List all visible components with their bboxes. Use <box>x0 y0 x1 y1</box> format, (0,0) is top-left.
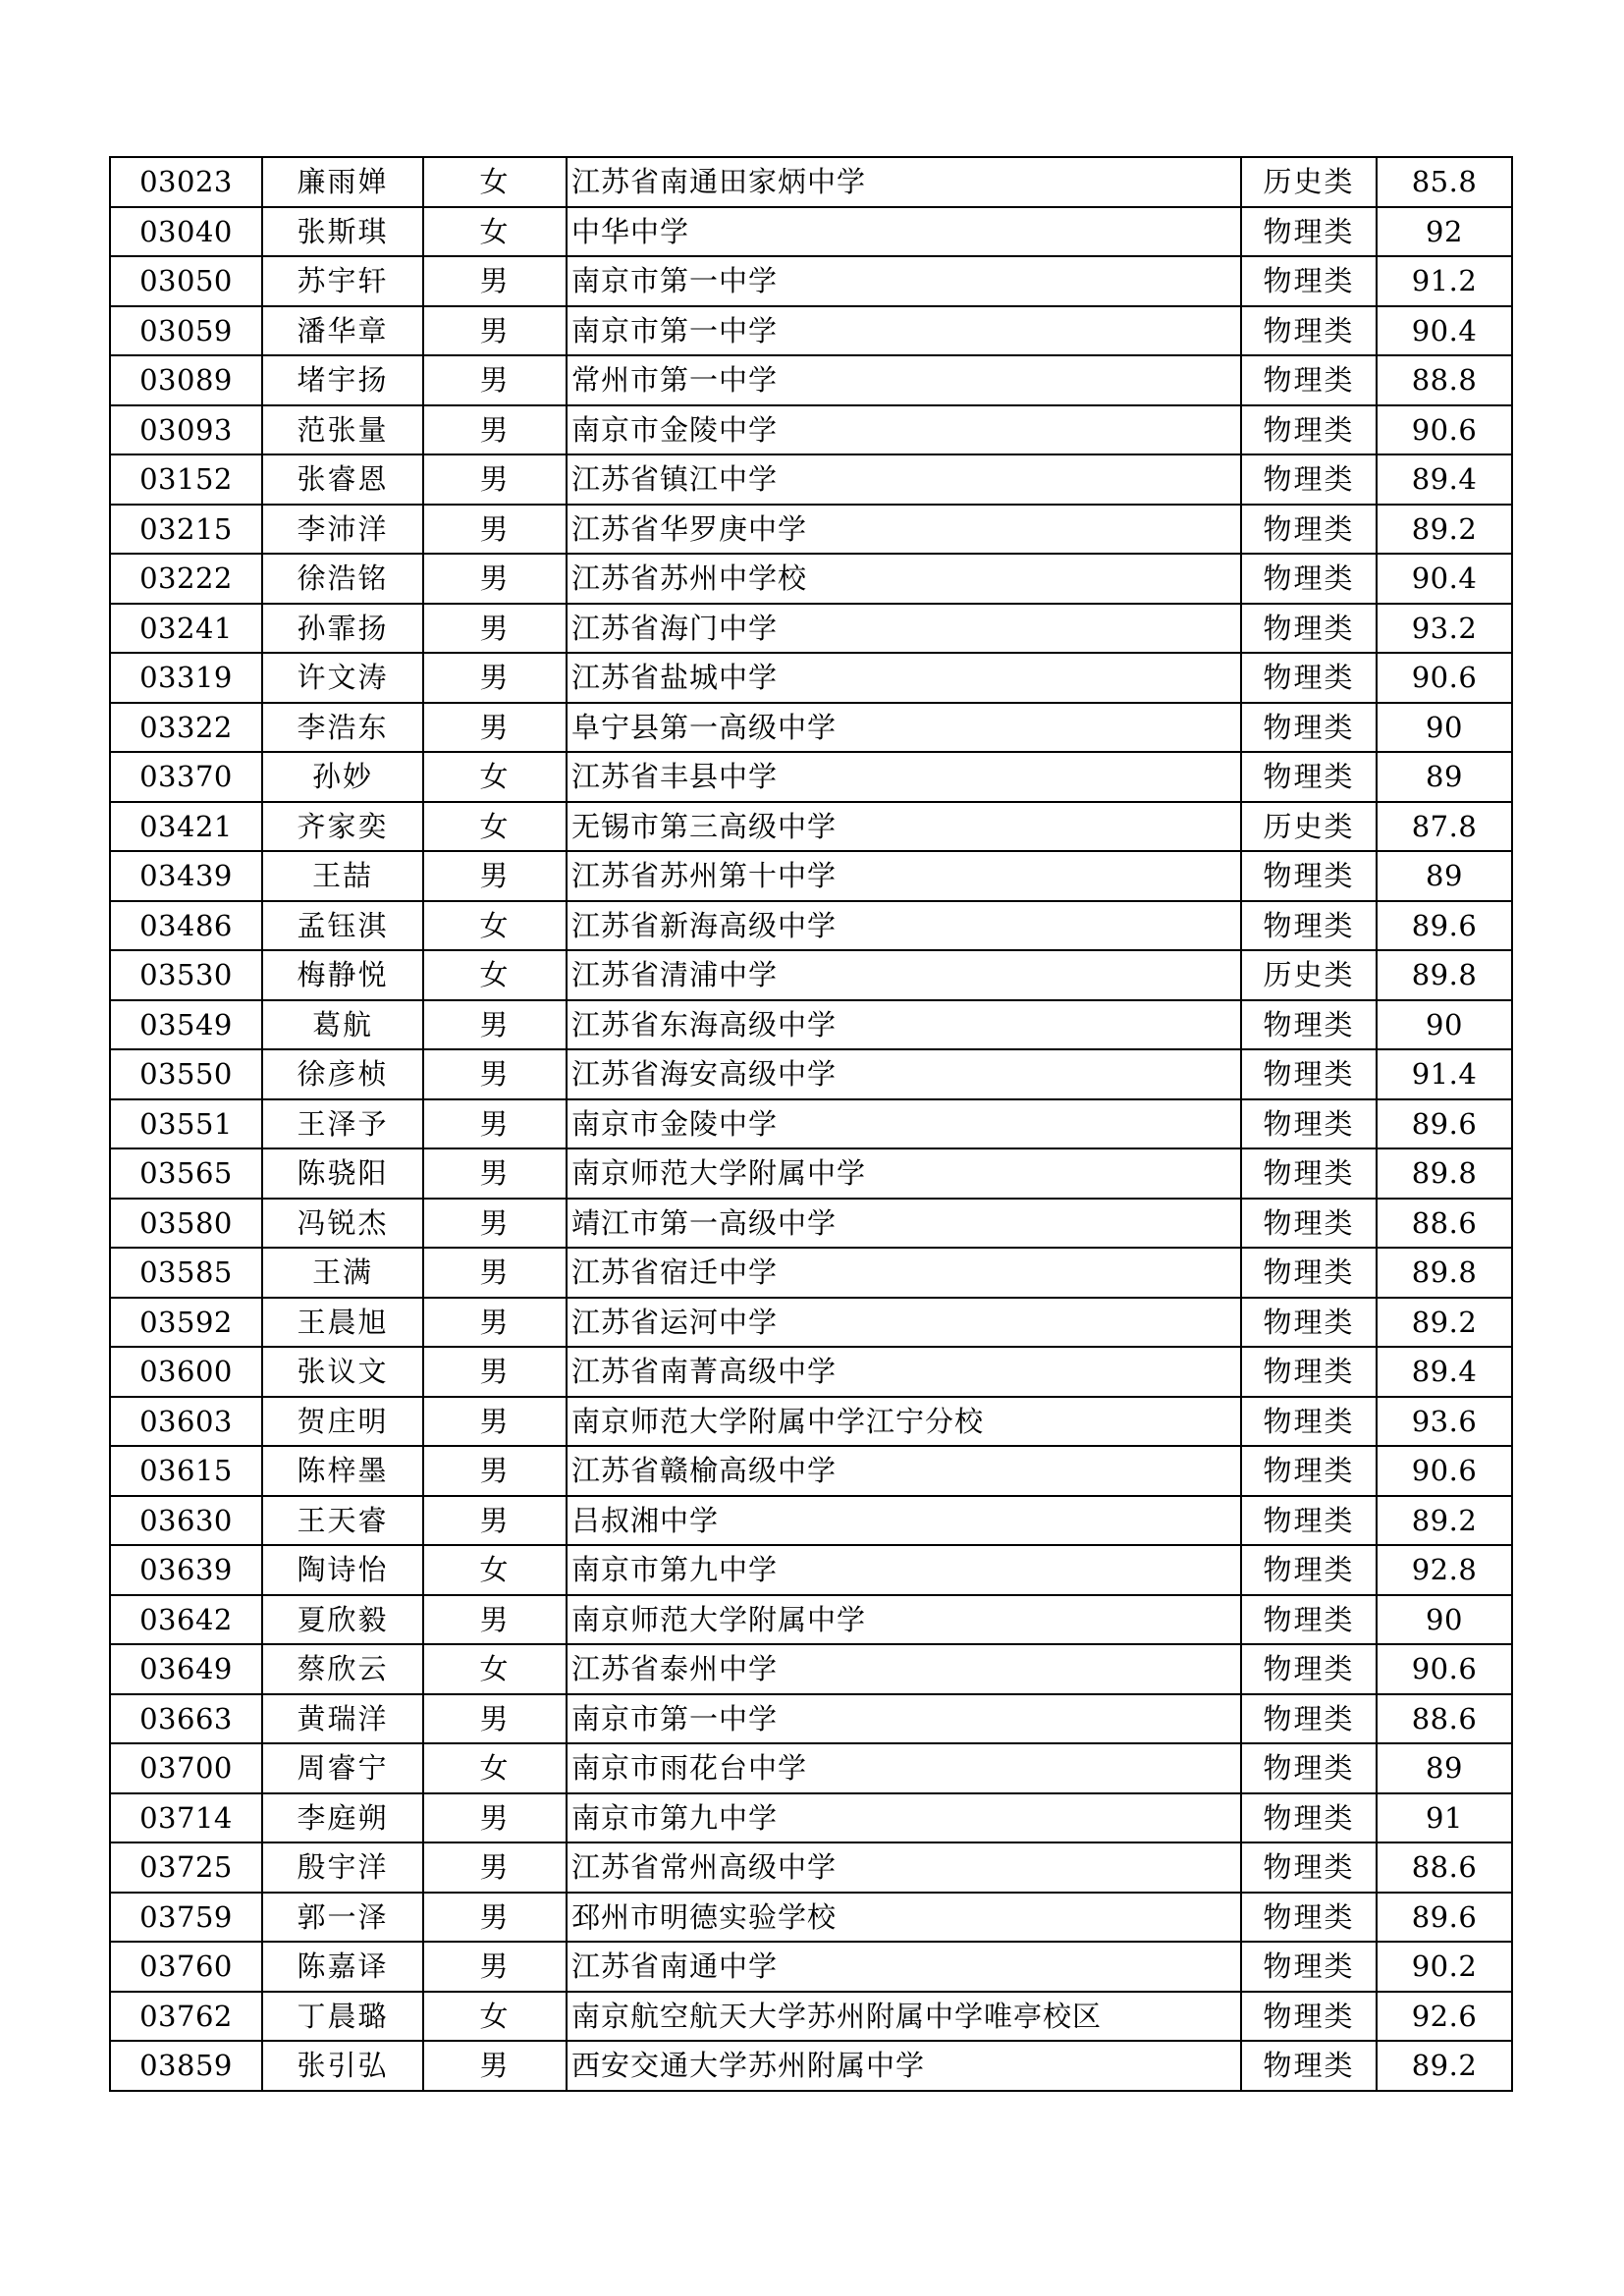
candidate-name-cell: 徐浩铭 <box>262 554 423 604</box>
candidate-track-cell: 物理类 <box>1241 207 1377 257</box>
candidate-track-cell: 物理类 <box>1241 901 1377 951</box>
candidate-track-cell: 物理类 <box>1241 505 1377 555</box>
candidate-id-cell: 03089 <box>110 355 262 405</box>
candidate-gender-cell: 女 <box>423 901 567 951</box>
candidate-id-cell: 03714 <box>110 1793 262 1843</box>
candidate-gender-cell: 男 <box>423 505 567 555</box>
table-row <box>110 1298 1512 1348</box>
candidate-score-cell: 90.4 <box>1377 306 1512 356</box>
candidate-gender-cell: 男 <box>423 1347 567 1397</box>
candidate-school-cell: 南京师范大学附属中学 <box>567 1595 1241 1645</box>
candidate-track-cell: 物理类 <box>1241 1446 1377 1496</box>
candidate-name-cell: 孙霏扬 <box>262 604 423 654</box>
candidate-gender-cell: 男 <box>423 1496 567 1546</box>
candidate-school-cell: 江苏省华罗庚中学 <box>567 505 1241 555</box>
candidate-gender-cell: 男 <box>423 1893 567 1943</box>
candidate-track-cell: 物理类 <box>1241 1248 1377 1298</box>
candidate-id-cell: 03630 <box>110 1496 262 1546</box>
candidate-score-cell: 89.4 <box>1377 454 1512 505</box>
candidate-score-cell: 89.6 <box>1377 901 1512 951</box>
candidate-table <box>109 156 1513 2092</box>
candidate-id-cell: 03319 <box>110 653 262 703</box>
candidate-school-cell: 南京市第一中学 <box>567 306 1241 356</box>
candidate-name-cell: 陶诗怡 <box>262 1545 423 1595</box>
candidate-score-cell: 89.8 <box>1377 1248 1512 1298</box>
candidate-gender-cell: 男 <box>423 1148 567 1199</box>
table-row <box>110 1099 1512 1149</box>
candidate-name-cell: 张引弘 <box>262 2041 423 2091</box>
candidate-score-cell: 89 <box>1377 752 1512 802</box>
candidate-track-cell: 物理类 <box>1241 703 1377 753</box>
candidate-track-cell: 物理类 <box>1241 1595 1377 1645</box>
candidate-track-cell: 物理类 <box>1241 851 1377 901</box>
candidate-name-cell: 孙妙 <box>262 752 423 802</box>
candidate-track-cell: 物理类 <box>1241 256 1377 306</box>
candidate-id-cell: 03762 <box>110 1992 262 2042</box>
table-row <box>110 454 1512 505</box>
candidate-id-cell: 03152 <box>110 454 262 505</box>
candidate-id-cell: 03603 <box>110 1397 262 1447</box>
candidate-school-cell: 江苏省苏州第十中学 <box>567 851 1241 901</box>
candidate-id-cell: 03663 <box>110 1694 262 1744</box>
candidate-gender-cell: 男 <box>423 1446 567 1496</box>
candidate-score-cell: 91 <box>1377 1793 1512 1843</box>
candidate-track-cell: 物理类 <box>1241 1347 1377 1397</box>
table-row <box>110 505 1512 555</box>
candidate-gender-cell: 男 <box>423 1049 567 1099</box>
candidate-school-cell: 江苏省赣榆高级中学 <box>567 1446 1241 1496</box>
candidate-score-cell: 89 <box>1377 1743 1512 1793</box>
candidate-school-cell: 江苏省宿迁中学 <box>567 1248 1241 1298</box>
candidate-name-cell: 李浩东 <box>262 703 423 753</box>
candidate-id-cell: 03859 <box>110 2041 262 2091</box>
candidate-id-cell: 03759 <box>110 1893 262 1943</box>
candidate-name-cell: 堵宇扬 <box>262 355 423 405</box>
candidate-name-cell: 齐家奕 <box>262 802 423 852</box>
candidate-school-cell: 南京航空航天大学苏州附属中学唯亭校区 <box>567 1992 1241 2042</box>
candidate-track-cell: 历史类 <box>1241 950 1377 1000</box>
candidate-track-cell: 物理类 <box>1241 1793 1377 1843</box>
table-row <box>110 851 1512 901</box>
candidate-track-cell: 物理类 <box>1241 1842 1377 1893</box>
table-row <box>110 950 1512 1000</box>
candidate-gender-cell: 男 <box>423 851 567 901</box>
candidate-gender-cell: 男 <box>423 1000 567 1050</box>
candidate-score-cell: 91.2 <box>1377 256 1512 306</box>
candidate-track-cell: 物理类 <box>1241 454 1377 505</box>
candidate-score-cell: 89.6 <box>1377 1099 1512 1149</box>
candidate-gender-cell: 男 <box>423 653 567 703</box>
candidate-school-cell: 南京市金陵中学 <box>567 405 1241 455</box>
candidate-gender-cell: 男 <box>423 1397 567 1447</box>
candidate-id-cell: 03486 <box>110 901 262 951</box>
candidate-gender-cell: 男 <box>423 1694 567 1744</box>
table-row <box>110 1148 1512 1199</box>
candidate-id-cell: 03725 <box>110 1842 262 1893</box>
candidate-gender-cell: 男 <box>423 2041 567 2091</box>
candidate-name-cell: 王喆 <box>262 851 423 901</box>
candidate-name-cell: 王泽予 <box>262 1099 423 1149</box>
candidate-track-cell: 物理类 <box>1241 653 1377 703</box>
candidate-score-cell: 89.2 <box>1377 2041 1512 2091</box>
table-row <box>110 901 1512 951</box>
table-row <box>110 703 1512 753</box>
candidate-name-cell: 殷宇洋 <box>262 1842 423 1893</box>
candidate-score-cell: 88.8 <box>1377 355 1512 405</box>
candidate-school-cell: 江苏省盐城中学 <box>567 653 1241 703</box>
candidate-id-cell: 03592 <box>110 1298 262 1348</box>
candidate-name-cell: 陈嘉译 <box>262 1942 423 1992</box>
candidate-id-cell: 03093 <box>110 405 262 455</box>
candidate-name-cell: 冯锐杰 <box>262 1199 423 1249</box>
candidate-id-cell: 03215 <box>110 505 262 555</box>
candidate-track-cell: 物理类 <box>1241 1049 1377 1099</box>
candidate-school-cell: 江苏省海门中学 <box>567 604 1241 654</box>
candidate-name-cell: 梅静悦 <box>262 950 423 1000</box>
candidate-track-cell: 物理类 <box>1241 1099 1377 1149</box>
candidate-school-cell: 南京市第一中学 <box>567 1694 1241 1744</box>
candidate-id-cell: 03370 <box>110 752 262 802</box>
table-row <box>110 2041 1512 2091</box>
candidate-school-cell: 吕叔湘中学 <box>567 1496 1241 1546</box>
candidate-score-cell: 90 <box>1377 1595 1512 1645</box>
candidate-school-cell: 江苏省新海高级中学 <box>567 901 1241 951</box>
candidate-school-cell: 邳州市明德实验学校 <box>567 1893 1241 1943</box>
candidate-score-cell: 90.2 <box>1377 1942 1512 1992</box>
candidate-score-cell: 90.6 <box>1377 405 1512 455</box>
table-row <box>110 405 1512 455</box>
candidate-gender-cell: 女 <box>423 1743 567 1793</box>
table-row <box>110 1644 1512 1694</box>
candidate-score-cell: 89.6 <box>1377 1893 1512 1943</box>
candidate-name-cell: 郭一泽 <box>262 1893 423 1943</box>
candidate-school-cell: 靖江市第一高级中学 <box>567 1199 1241 1249</box>
candidate-score-cell: 93.6 <box>1377 1397 1512 1447</box>
table-row <box>110 157 1512 207</box>
candidate-gender-cell: 男 <box>423 1595 567 1645</box>
candidate-name-cell: 丁晨璐 <box>262 1992 423 2042</box>
table-row <box>110 1545 1512 1595</box>
candidate-id-cell: 03549 <box>110 1000 262 1050</box>
table-row <box>110 752 1512 802</box>
candidate-score-cell: 88.6 <box>1377 1842 1512 1893</box>
candidate-name-cell: 孟钰淇 <box>262 901 423 951</box>
candidate-school-cell: 江苏省南菁高级中学 <box>567 1347 1241 1397</box>
candidate-id-cell: 03580 <box>110 1199 262 1249</box>
table-row <box>110 1694 1512 1744</box>
candidate-school-cell: 无锡市第三高级中学 <box>567 802 1241 852</box>
candidate-score-cell: 88.6 <box>1377 1199 1512 1249</box>
candidate-gender-cell: 男 <box>423 1842 567 1893</box>
candidate-gender-cell: 男 <box>423 1248 567 1298</box>
candidate-school-cell: 南京市第一中学 <box>567 256 1241 306</box>
candidate-gender-cell: 男 <box>423 1099 567 1149</box>
candidate-score-cell: 89.2 <box>1377 1496 1512 1546</box>
table-row <box>110 554 1512 604</box>
candidate-name-cell: 徐彦桢 <box>262 1049 423 1099</box>
candidate-score-cell: 89.4 <box>1377 1347 1512 1397</box>
candidate-track-cell: 物理类 <box>1241 1148 1377 1199</box>
candidate-school-cell: 南京市第九中学 <box>567 1793 1241 1843</box>
candidate-gender-cell: 女 <box>423 802 567 852</box>
candidate-track-cell: 物理类 <box>1241 1893 1377 1943</box>
table-row <box>110 802 1512 852</box>
candidate-gender-cell: 男 <box>423 454 567 505</box>
candidate-score-cell: 90.4 <box>1377 554 1512 604</box>
candidate-track-cell: 物理类 <box>1241 554 1377 604</box>
candidate-name-cell: 蔡欣云 <box>262 1644 423 1694</box>
candidate-school-cell: 南京师范大学附属中学江宁分校 <box>567 1397 1241 1447</box>
candidate-score-cell: 88.6 <box>1377 1694 1512 1744</box>
candidate-school-cell: 江苏省常州高级中学 <box>567 1842 1241 1893</box>
candidate-track-cell: 物理类 <box>1241 1743 1377 1793</box>
candidate-name-cell: 张睿恩 <box>262 454 423 505</box>
candidate-score-cell: 92 <box>1377 207 1512 257</box>
table-row <box>110 1049 1512 1099</box>
candidate-track-cell: 物理类 <box>1241 405 1377 455</box>
table-row <box>110 1893 1512 1943</box>
candidate-track-cell: 物理类 <box>1241 1199 1377 1249</box>
table-row <box>110 1347 1512 1397</box>
candidate-gender-cell: 男 <box>423 355 567 405</box>
candidate-track-cell: 物理类 <box>1241 1545 1377 1595</box>
candidate-id-cell: 03040 <box>110 207 262 257</box>
candidate-name-cell: 黄瑞洋 <box>262 1694 423 1744</box>
candidate-id-cell: 03642 <box>110 1595 262 1645</box>
candidate-score-cell: 87.8 <box>1377 802 1512 852</box>
table-row <box>110 653 1512 703</box>
candidate-track-cell: 物理类 <box>1241 355 1377 405</box>
candidate-gender-cell: 男 <box>423 405 567 455</box>
candidate-name-cell: 张斯琪 <box>262 207 423 257</box>
candidate-name-cell: 李庭朔 <box>262 1793 423 1843</box>
table-row <box>110 1446 1512 1496</box>
candidate-name-cell: 廉雨婵 <box>262 157 423 207</box>
candidate-name-cell: 夏欣毅 <box>262 1595 423 1645</box>
candidate-track-cell: 历史类 <box>1241 157 1377 207</box>
candidate-gender-cell: 女 <box>423 1545 567 1595</box>
candidate-id-cell: 03760 <box>110 1942 262 1992</box>
candidate-score-cell: 90.6 <box>1377 653 1512 703</box>
candidate-id-cell: 03222 <box>110 554 262 604</box>
table-row <box>110 1793 1512 1843</box>
candidate-gender-cell: 男 <box>423 1793 567 1843</box>
candidate-score-cell: 90 <box>1377 703 1512 753</box>
candidate-school-cell: 南京市金陵中学 <box>567 1099 1241 1149</box>
candidate-school-cell: 西安交通大学苏州附属中学 <box>567 2041 1241 2091</box>
candidate-gender-cell: 女 <box>423 1992 567 2042</box>
candidate-id-cell: 03530 <box>110 950 262 1000</box>
candidate-score-cell: 90.6 <box>1377 1644 1512 1694</box>
candidate-id-cell: 03551 <box>110 1099 262 1149</box>
candidate-gender-cell: 女 <box>423 752 567 802</box>
candidate-school-cell: 南京市雨花台中学 <box>567 1743 1241 1793</box>
candidate-score-cell: 90.6 <box>1377 1446 1512 1496</box>
candidate-school-cell: 江苏省南通中学 <box>567 1942 1241 1992</box>
candidate-id-cell: 03615 <box>110 1446 262 1496</box>
candidate-track-cell: 物理类 <box>1241 1397 1377 1447</box>
candidate-name-cell: 苏宇轩 <box>262 256 423 306</box>
candidate-score-cell: 90 <box>1377 1000 1512 1050</box>
candidate-school-cell: 常州市第一中学 <box>567 355 1241 405</box>
table-row <box>110 1942 1512 1992</box>
table-row <box>110 1199 1512 1249</box>
candidate-school-cell: 江苏省运河中学 <box>567 1298 1241 1348</box>
candidate-id-cell: 03439 <box>110 851 262 901</box>
candidate-gender-cell: 男 <box>423 554 567 604</box>
candidate-score-cell: 89 <box>1377 851 1512 901</box>
candidate-id-cell: 03023 <box>110 157 262 207</box>
candidate-school-cell: 南京师范大学附属中学 <box>567 1148 1241 1199</box>
candidate-gender-cell: 女 <box>423 950 567 1000</box>
candidate-score-cell: 92.8 <box>1377 1545 1512 1595</box>
candidate-track-cell: 物理类 <box>1241 1992 1377 2042</box>
table-row <box>110 1992 1512 2042</box>
candidate-score-cell: 89.8 <box>1377 950 1512 1000</box>
candidate-school-cell: 南京市第九中学 <box>567 1545 1241 1595</box>
candidate-name-cell: 陈梓墨 <box>262 1446 423 1496</box>
candidate-score-cell: 92.6 <box>1377 1992 1512 2042</box>
candidate-track-cell: 物理类 <box>1241 1694 1377 1744</box>
candidate-track-cell: 历史类 <box>1241 802 1377 852</box>
candidate-name-cell: 王天睿 <box>262 1496 423 1546</box>
candidate-school-cell: 江苏省苏州中学校 <box>567 554 1241 604</box>
candidate-id-cell: 03600 <box>110 1347 262 1397</box>
candidate-id-cell: 03700 <box>110 1743 262 1793</box>
candidate-school-cell: 江苏省南通田家炳中学 <box>567 157 1241 207</box>
candidate-gender-cell: 男 <box>423 1298 567 1348</box>
candidate-name-cell: 周睿宁 <box>262 1743 423 1793</box>
candidate-name-cell: 张议文 <box>262 1347 423 1397</box>
candidate-track-cell: 物理类 <box>1241 604 1377 654</box>
candidate-name-cell: 葛航 <box>262 1000 423 1050</box>
candidate-school-cell: 江苏省清浦中学 <box>567 950 1241 1000</box>
candidate-score-cell: 85.8 <box>1377 157 1512 207</box>
table-row <box>110 355 1512 405</box>
candidate-name-cell: 许文涛 <box>262 653 423 703</box>
candidate-gender-cell: 男 <box>423 1942 567 1992</box>
candidate-track-cell: 物理类 <box>1241 1496 1377 1546</box>
candidate-school-cell: 中华中学 <box>567 207 1241 257</box>
candidate-gender-cell: 男 <box>423 703 567 753</box>
table-row <box>110 207 1512 257</box>
candidate-track-cell: 物理类 <box>1241 1644 1377 1694</box>
candidate-gender-cell: 女 <box>423 157 567 207</box>
candidate-track-cell: 物理类 <box>1241 1298 1377 1348</box>
candidate-school-cell: 阜宁县第一高级中学 <box>567 703 1241 753</box>
candidate-school-cell: 江苏省东海高级中学 <box>567 1000 1241 1050</box>
table-row <box>110 1248 1512 1298</box>
candidate-name-cell: 贺庄明 <box>262 1397 423 1447</box>
table-row <box>110 1842 1512 1893</box>
candidate-id-cell: 03639 <box>110 1545 262 1595</box>
table-row <box>110 1496 1512 1546</box>
candidate-id-cell: 03565 <box>110 1148 262 1199</box>
candidate-name-cell: 李沛洋 <box>262 505 423 555</box>
candidate-name-cell: 潘华章 <box>262 306 423 356</box>
candidate-name-cell: 王满 <box>262 1248 423 1298</box>
candidate-track-cell: 物理类 <box>1241 2041 1377 2091</box>
candidate-school-cell: 江苏省海安高级中学 <box>567 1049 1241 1099</box>
candidate-score-cell: 89.2 <box>1377 1298 1512 1348</box>
candidate-gender-cell: 男 <box>423 1199 567 1249</box>
candidate-school-cell: 江苏省泰州中学 <box>567 1644 1241 1694</box>
candidate-score-cell: 91.4 <box>1377 1049 1512 1099</box>
table-row <box>110 1743 1512 1793</box>
candidate-id-cell: 03550 <box>110 1049 262 1099</box>
candidate-score-cell: 93.2 <box>1377 604 1512 654</box>
candidate-school-cell: 江苏省镇江中学 <box>567 454 1241 505</box>
table-row <box>110 604 1512 654</box>
table-row <box>110 256 1512 306</box>
candidate-track-cell: 物理类 <box>1241 752 1377 802</box>
candidate-gender-cell: 男 <box>423 306 567 356</box>
candidate-track-cell: 物理类 <box>1241 1942 1377 1992</box>
candidate-id-cell: 03585 <box>110 1248 262 1298</box>
candidate-id-cell: 03059 <box>110 306 262 356</box>
candidate-score-cell: 89.2 <box>1377 505 1512 555</box>
candidate-gender-cell: 男 <box>423 604 567 654</box>
table-row <box>110 1595 1512 1645</box>
candidate-gender-cell: 男 <box>423 256 567 306</box>
candidate-id-cell: 03241 <box>110 604 262 654</box>
candidate-name-cell: 陈骁阳 <box>262 1148 423 1199</box>
candidate-gender-cell: 女 <box>423 1644 567 1694</box>
candidate-gender-cell: 女 <box>423 207 567 257</box>
table-row <box>110 306 1512 356</box>
candidate-name-cell: 王晨旭 <box>262 1298 423 1348</box>
candidate-track-cell: 物理类 <box>1241 1000 1377 1050</box>
candidate-id-cell: 03322 <box>110 703 262 753</box>
candidate-table-body <box>110 157 1512 2091</box>
candidate-id-cell: 03050 <box>110 256 262 306</box>
table-row <box>110 1397 1512 1447</box>
candidate-school-cell: 江苏省丰县中学 <box>567 752 1241 802</box>
candidate-score-cell: 89.8 <box>1377 1148 1512 1199</box>
candidate-name-cell: 范张量 <box>262 405 423 455</box>
candidate-id-cell: 03421 <box>110 802 262 852</box>
candidate-track-cell: 物理类 <box>1241 306 1377 356</box>
table-row <box>110 1000 1512 1050</box>
candidate-id-cell: 03649 <box>110 1644 262 1694</box>
